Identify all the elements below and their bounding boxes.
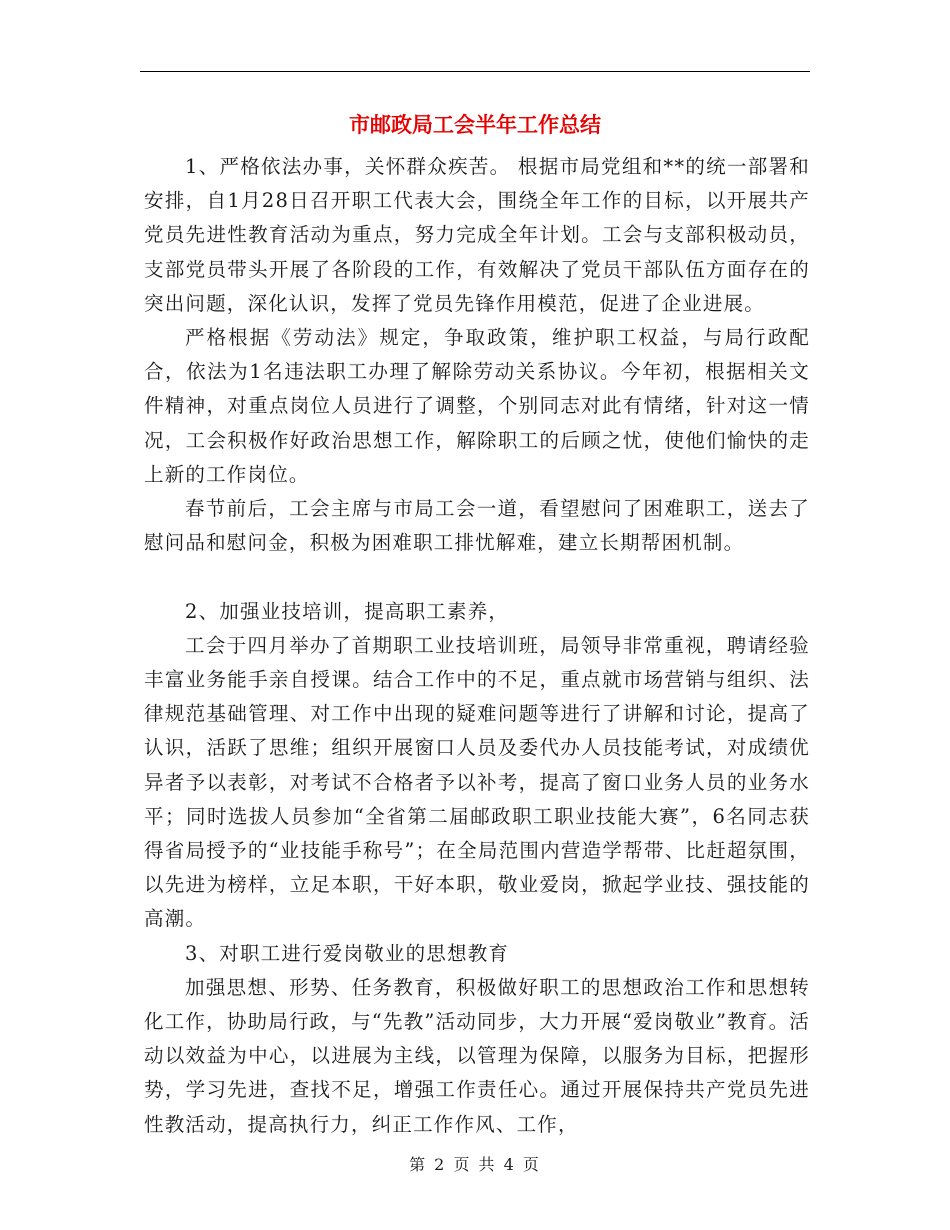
- paragraph-spring-festival: 春节前后，工会主席与市局工会一道，看望慰问了困难职工，送去了慰问品和慰问金，积极为困难职工排忧解难，建立长期帮困机制。: [144, 497, 810, 555]
- paragraph-spacer: [144, 560, 810, 594]
- paragraph-training: 工会于四月举办了首期职工业技培训班，局领导非常重视，聘请经验丰富业务能手亲自授课。结合工作中的不足，重点就市场营销与组织、法律规范基础管理、对工作中出现的疑难问题等进行了讲解和讨论，提高了认识，活跃了思维；组织开展窗口人员及委代办人员技能考试，对成绩优异者予以表彰，对考试不合格者予以补考，提高了窗口业务人员的业务水平；同时选拔人员参加“全省第二届邮政职工职业技能大赛”，6名同志获得省局授予的“业技能手称号”；在全局范围内营造学帮带、比赶超氛围，以先进为榜样，立足本职，干好本职，敬业爱岗，掀起学业技、强技能的高潮。: [144, 633, 810, 931]
- paragraph-legal-care: 1、严格依法办事，关怀群众疾苦。 根据市局党组和**的统一部署和安排，自1月28日召开职工代表大会，围绕全年工作的目标，以开展共产党员先进性教育活动为重点，努力完成全年计划。工会与支部积极动员，支部党员带头开展了各阶段的工作，有效解决了党员干部队伍方面存在的突出问题，深化认识，发挥了党员先锋作用模范，促进了企业进展。: [144, 155, 810, 315]
- document-body: [144, 150, 810, 1142]
- section-heading-training: 2、加强业技培训，提高职工素养，: [185, 599, 510, 623]
- section-heading-education: 3、对职工进行爱岗敬业的思想教育: [185, 941, 510, 965]
- paragraph-education: 加强思想、形势、任务教育，积极做好职工的思想政治工作和思想转化工作，协助局行政，与“先教”活动同步，大力开展“爱岗敬业”教育。活动以效益为中心，以进展为主线，以管理为保障，以服务为目标，把握形势，学习先进，查找不足，增强工作责任心。通过开展保持共产党员先进性教活动，提高执行力，纠正工作作风、工作，: [144, 975, 810, 1136]
- document-title: 市邮政局工会半年工作总结: [349, 112, 601, 137]
- page-number-footer: 第 2 页 共 4 页: [409, 1155, 541, 1174]
- header-rule: [140, 71, 810, 72]
- paragraph-labor-law: 严格根据《劳动法》规定，争取政策，维护职工权益，与局行政配合，依法为1名违法职工办理了解除劳动关系协议。今年初，根据相关文件精神，对重点岗位人员进行了调整，个别同志对此有情绪，针对这一情况，工会积极作好政治思想工作，解除职工的后顾之忧，使他们愉快的走上新的工作岗位。: [144, 326, 810, 486]
